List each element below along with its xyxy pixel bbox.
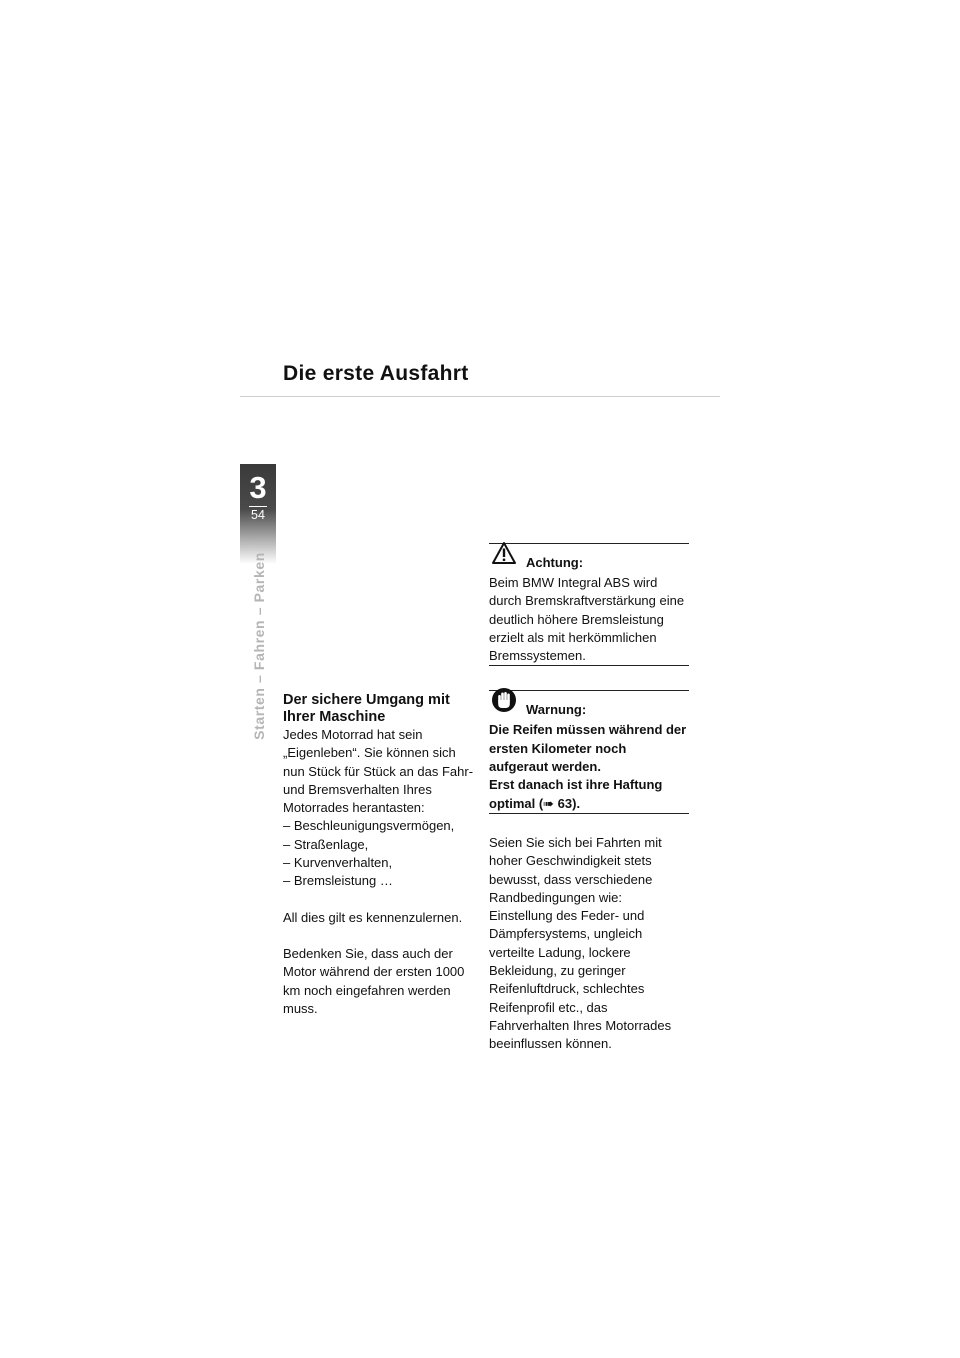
list-item: – Straßenlage,: [283, 836, 369, 852]
warning-title: Warnung:: [526, 702, 587, 718]
section-heading: Der sichere Umgang mit Ihrer Maschine: [283, 692, 450, 725]
page-title: Die erste Ausfahrt: [283, 362, 469, 385]
caution-title: Achtung:: [526, 555, 584, 570]
list-item: – Beschleunigungsvermögen,: [283, 818, 455, 834]
caution-text: Beim BMW Integral ABS wird durch Bremskraftverstärkung eine deutlich höhere Bremsleistung erzielt als mit herkömmlichen Bremssystemen.: [489, 575, 685, 664]
stop-hand-icon: [491, 687, 517, 713]
chapter-number: 3: [249, 470, 267, 505]
list-item: – Kurvenverhalten,: [283, 855, 393, 871]
left-column: [283, 692, 478, 1018]
paragraph: Bedenken Sie, dass auch der Motor während der ersten 1000 km noch eingefahren werden muss.: [283, 945, 465, 1016]
side-section-label-text: Starten – Fahren – Parken: [251, 552, 267, 740]
title-divider: [240, 396, 720, 397]
intro-paragraph: Jedes Motorrad hat sein „Eigenleben“. Sie können sich nun Stück für Stück an das Fahr- und Bremsverhalten Ihres Motorrades herantasten:: [283, 727, 474, 816]
caution-box: [489, 543, 689, 666]
warning-triangle-icon: [491, 540, 517, 566]
side-section-label: [248, 548, 270, 744]
page-number: 54: [251, 508, 265, 522]
feature-list: [283, 817, 478, 890]
paragraph: Seien Sie sich bei Fahrten mit hoher Geschwindigkeit stets bewusst, dass verschiedene Randbedingungen wie: Einstellung des Feder- und Dämpfersystems, ungleich verteilte Ladung, lockere Bekleidung, zu geringer Reifenluftdruck, schlechtes Reifenprofil etc., das Fahrverhalten Ihres Motorrades beeinflussen können.: [489, 834, 672, 1052]
list-item: – Bremsleistung …: [283, 873, 393, 889]
warning-box: [489, 690, 689, 813]
paragraph: All dies gilt es kennenzulernen.: [283, 909, 463, 925]
warning-text: Die Reifen müssen während der ersten Kilometer noch aufgeraut werden.: [489, 722, 687, 775]
warning-text-reference: Erst danach ist ihre Haftung optimal (➠ 63).: [489, 777, 663, 811]
right-column: [489, 543, 689, 1054]
chapter-tab-divider: [249, 506, 267, 507]
